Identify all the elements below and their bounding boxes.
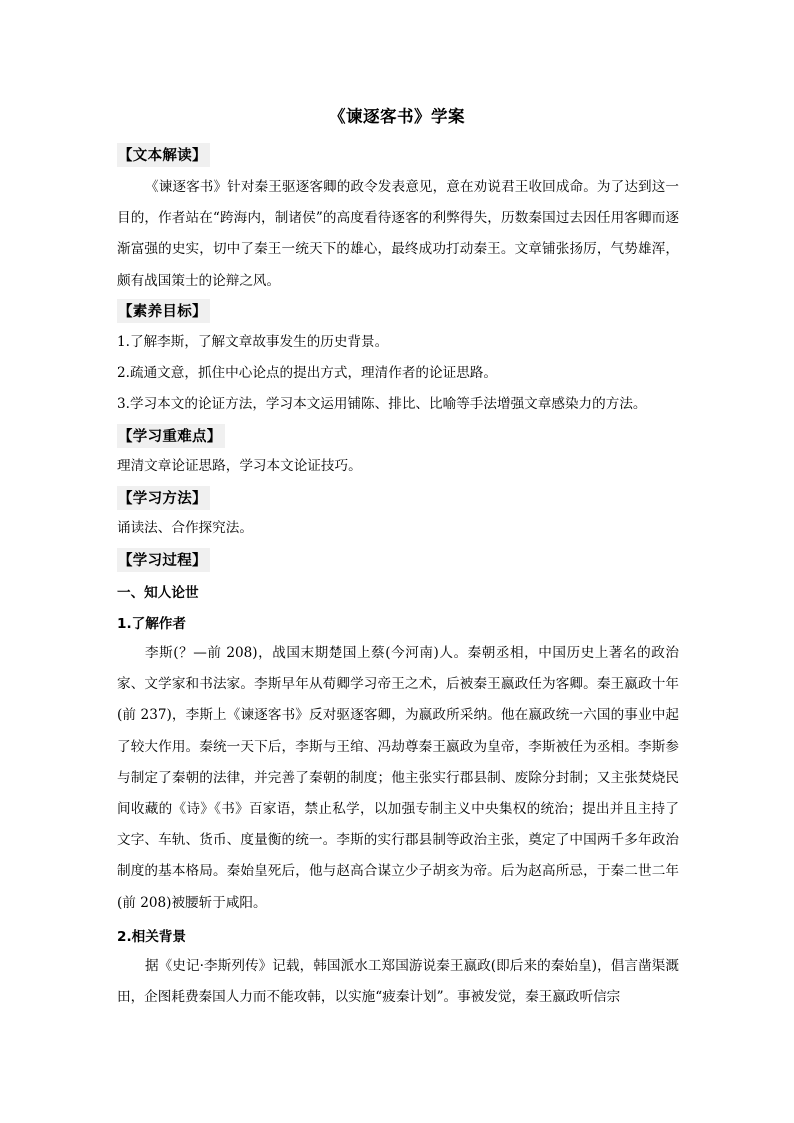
- methods-text: 诵读法、合作探究法。: [117, 520, 253, 536]
- section-heading-methods: 【学习方法】: [117, 486, 210, 510]
- author-paragraph: 李斯(？—前 208)，战国末期楚国上蔡(今河南)人。秦朝丞相，中国历史上著名的政治家、文学家和书法家。李斯早年从荀卿学习帝王之术，后被秦王嬴政任为客卿。秦王嬴政十年(前 237)，李斯上《谏逐客书》反对驱逐客卿，为嬴政所采纳。他在嬴政统一六国的事业中起了较大作用。秦统一天下后，李斯与王绾、冯劫尊秦王嬴政为皇帝，李斯被任为丞相。李斯参与制定了秦朝的法律，并完善了秦朝的制度；他主张实行郡县制、废除分封制；又主张焚烧民间收藏的《诗》《书》百家语，禁止私学，以加强专制主义中央集权的统治；提出并且主持了文字、车轨、货币、度量衡的统一。李斯的实行郡县制等政治主张，奠定了中国两千多年政治制度的基本格局。秦始皇死后，他与赵高合谋立少子胡亥为帝。后为赵高所忌，于秦二世二年(前 208)被腰斩于咸阳。: [117, 645, 679, 911]
- section-heading-process: 【学习过程】: [117, 548, 210, 572]
- subheading-background: 2.相关背景: [117, 929, 186, 945]
- text-reading-paragraph: 《谏逐客书》针对秦王驱逐客卿的政令发表意见，意在劝说君王收回成命。为了达到这一目的，作者站在“跨海内，制诸侯”的高度看待逐客的利弊得失，历数秦国过去因任用客卿而逐渐富强的史实，切中了秦王一统天下的雄心，最终成功打动秦王。文章铺张扬厉，气势雄浑，颇有战国策士的论辩之风。: [117, 179, 679, 289]
- subheading-about-author: 1.了解作者: [117, 616, 186, 632]
- section-heading-goals: 【素养目标】: [117, 299, 210, 323]
- section-heading-text-reading: 【文本解读】: [117, 143, 210, 167]
- document-title: 《谏逐客书》学案: [329, 107, 465, 126]
- background-paragraph: 据《史记·李斯列传》记载，韩国派水工郑国游说秦王嬴政(即后来的秦始皇)，倡言凿渠溉田，企图耗费秦国人力而不能攻韩，以实施“疲秦计划”。事被发觉，秦王嬴政听信宗: [117, 958, 679, 1006]
- goal-item-1: 1.了解李斯，了解文章故事发生的历史背景。: [117, 334, 389, 350]
- part-heading-know-author: 一、知人论世: [117, 585, 199, 601]
- goal-item-3: 3.学习本文的论证方法，学习本文运用铺陈、排比、比喻等手法增强文章感染力的方法。: [117, 396, 647, 412]
- section-heading-key-points: 【学习重难点】: [117, 424, 225, 448]
- key-points-text: 理清文章论证思路，学习本文论证技巧。: [117, 458, 362, 474]
- goal-item-2: 2.疏通文意，抓住中心论点的提出方式，理清作者的论证思路。: [117, 365, 497, 381]
